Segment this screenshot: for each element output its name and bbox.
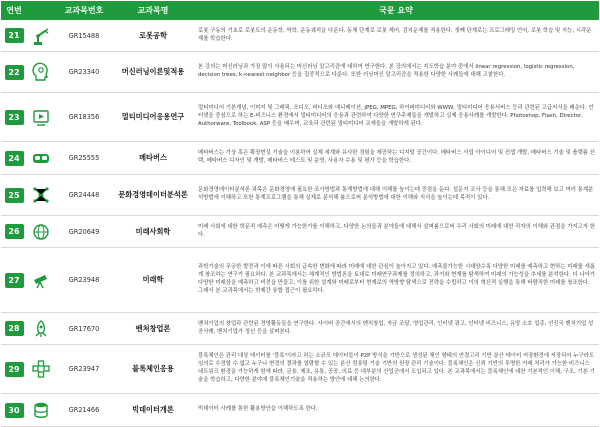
- course-code: GR15488: [68, 31, 100, 40]
- course-summary: 본 강의는 머신러닝과 가장 많이 사용되는 머신러닝 알고리즘에 대하여 연구한다. 본 강의에서는 지도학습 분야 중에서 linear regression, logistic regression, decision trees, k-nearest neighbor 등을 집중적으로 다룬다. 또한 러닝머신 알고리즘을 적용한 다양한 사례들에 대해 고찰한다.: [198, 64, 575, 78]
- course-code: GR24448: [68, 191, 100, 199]
- course-summary: 벤처기업의 창업과 관련된 경영활동들을 연구한다. 사이버 공간에서의 벤처창업, 자금 조달, 영업관리, 인터넷 광고, 인터넷 비즈니스, 유망 소호 업종, 선진국 벤처기업 성공사례, 벤처기업가 정신 등을 살펴본다.: [198, 320, 594, 335]
- row-number-badge: 27: [5, 273, 24, 288]
- course-code: GR18356: [68, 113, 100, 121]
- course-name: 미래학: [142, 275, 164, 284]
- course-summary: 미래 사회에 대한 학문적 예측은 어떻게 가능한가를 이해하고, 다양한 논의들과 분야들에 대해서 살펴봄으로써 우리 사회의 미래에 대한 각자의 이해와 관점을 가지고자 한다.: [198, 223, 596, 238]
- row-number-cell: [1, 224, 27, 239]
- row-number-cell: [1, 321, 27, 336]
- row-number-badge: 30: [5, 403, 24, 418]
- row-number-badge: 22: [5, 65, 24, 80]
- course-code: GR20649: [68, 227, 100, 236]
- course-summary: 멀티미디어 기본개념, 이미지 및 그래픽, 오디오, 비디오와 애니메이션, JPEG, MPEG, 하이퍼미디어와 WWW, 멀티미디어 응용서버스 등과 관련된 고급지식을 배운다. 인터넷을 중심으로 하는 E-비즈니스 환경에서 멀티미디어의 응용과 관련하여 다양한 연구주제들을 개발하고 실제 응용사례를 개발한다. Photoshop, Flash, Director, Authorware, Toolbook, ASP 등을 배우며, 교육과 관련된 멀티미디어 교재들을 개발하게 된다.: [198, 105, 594, 127]
- course-name: 메타버스: [139, 153, 167, 162]
- data-network-icon: [27, 185, 55, 205]
- row-number-badge: 24: [5, 151, 24, 166]
- robot-arm-icon: [27, 26, 55, 46]
- table-row: [1, 175, 599, 216]
- telescope-icon: [27, 270, 55, 290]
- row-number-badge: 25: [5, 188, 24, 203]
- course-name: 빅데이터개론: [132, 405, 174, 414]
- course-name: 미래사회학: [135, 226, 171, 236]
- globe-icon: [27, 222, 55, 242]
- header-no: 연번: [6, 6, 22, 15]
- database-icon: [27, 400, 55, 420]
- table-row: [1, 394, 599, 427]
- course-summary: 블록체인은 관리 대상 데이터를 '블록'이라고 하는 소규모 데이터들이 P2P 방식을 기반으로 생성된 체인 형태의 연결고리 기반 분산 데이터 저장환경에 저장되어 누구라도 임의로 수정할 수 없고 누구나 변경의 결과를 열람할 수 있는 분산 컴퓨팅 기술 기반의 원장 관리 기술이다. 블록체인은 신뢰 기반의 투명한 거래 처리가 가능한 비즈니스 네트워크 환경을 가능하게 함에 따라, 금융, 제조, 유통, 공공, 의료 등 대부분의 산업군에서 도입되고 있다. 본 교과목에서는 블록체인에 대한 기본적인 이해, 구조, 기본 기술을 학습하고, 다양한 분야에 블록체인기술을 적용하는 방안에 대해 논의한다.: [198, 353, 595, 383]
- row-number-cell: [1, 110, 27, 125]
- course-name: 벤처창업론: [135, 323, 171, 333]
- table-row: [1, 216, 599, 248]
- row-number-cell: [1, 273, 27, 288]
- course-name: 블록체인응용: [132, 364, 174, 373]
- row-number-badge: 28: [5, 321, 24, 336]
- table-row: [1, 345, 599, 394]
- row-number-cell: [1, 65, 27, 80]
- course-code: GR25555: [68, 154, 100, 162]
- course-code: GR23948: [68, 276, 100, 284]
- rocket-icon: [27, 319, 55, 339]
- course-name: 멀티미디어응용연구: [121, 112, 185, 121]
- header-name: 교과목명: [137, 6, 169, 15]
- row-number-badge: 26: [5, 224, 24, 239]
- course-summary: 문화경영데이터분석론 과목은 문화경영에 필요한 조사방법과 통계방법에 대해 이해를 높이는데 중점을 둔다. 설문지 조사 등을 통해 모은 자료를 입력해 보고 여러 통계분석방법에 이해하고 또한 통계프로그램을 통해 실제로 분석해 봄으로써 분석방법에 대한 이해와 지식을 높이는데 목적이 있다.: [198, 187, 594, 201]
- multimedia-icon: [27, 107, 55, 127]
- row-number-badge: 29: [5, 362, 24, 377]
- header-code: 교과목번호: [64, 6, 104, 15]
- row-number-cell: [1, 151, 27, 166]
- course-code: GR23340: [68, 68, 100, 76]
- header-desc: 국문 요약: [379, 6, 413, 15]
- course-name: 머신러닝이론및적용: [121, 67, 185, 76]
- course-code: GR21466: [68, 406, 100, 414]
- table-row: [1, 93, 599, 142]
- blockchain-icon: [27, 359, 55, 379]
- course-summary: 메타버스는 가상 혹은 확장현실 기술을 이용하여 실제 세계와 유사한 경험을 제공하는 디지털 공간이다. 메타버스 사업 아이디어 및 컨셉 개발, 메타버스 기술 및 플랫폼 선택, 메타버스 디자인 및 개발, 메타버스 테스트 및 운영, 사용자 수용 및 평가 등을 학습한다.: [198, 150, 595, 164]
- course-name: 문화경영데이터분석론: [118, 190, 188, 199]
- table-row: [1, 313, 599, 345]
- course-code: GR23947: [68, 365, 100, 373]
- head-gears-icon: [27, 62, 55, 82]
- table-body: [1, 20, 599, 427]
- row-number-badge: 23: [5, 110, 24, 125]
- course-summary: 과학기술의 무궁한 발전과 이에 따른 사회의 급속한 변화에 따라 미래에 대한 관심이 높아지고 있다. 예측불가능한 시대양수록 다양한 미래를 예측하고 현하는 미래를 세롭게 창조하는 연구가 필요하다. 본 교과목에서는 체계적인 방법론을 토대로 미래연구과제를 정의하고, 과거와 현재를 탐색하여 미래의 가능성을 추세를 분석한다. 더 나아가 다양한 미래상을 예측하고 비전을 만들고, 이를 위한 설계와 미래로부터 현재로의 역방향 탐색으로 전략을 수립하고 이의 혁신적 실행을 통해 바람직한 미래를 창조한다. 그래서 본 교과목에서는 학제간 융합 접근이 필요하다.: [198, 264, 596, 294]
- course-summary: 빅데이터 사례를 통한 활용방안을 이해하도록 한다.: [198, 406, 318, 413]
- row-number-cell: [1, 362, 27, 377]
- row-number-cell: [1, 188, 27, 203]
- vr-headset-icon: [27, 148, 55, 168]
- course-table: [1, 1, 599, 415]
- row-number-cell: [1, 403, 27, 418]
- table-row: [1, 142, 599, 175]
- table-row: [1, 52, 599, 93]
- row-number-cell: [1, 28, 27, 43]
- course-code: GR17670: [68, 324, 100, 333]
- course-summary: 로봇 구동의 기초로 로봇트의 운동학, 역학, 운동궤적을 다룬다. 동체 단계로 로봇 제어, 검지운제를 적용한다. 셋째 단계로는 프로그래밍 언어, 로봇 학습 및 지능, 시각운제를 학습한다.: [198, 27, 592, 42]
- table-header: [1, 1, 599, 20]
- course-name: 로봇공학: [139, 30, 167, 40]
- table-row: [1, 20, 599, 52]
- table-row: [1, 248, 599, 313]
- row-number-badge: 21: [5, 28, 24, 43]
